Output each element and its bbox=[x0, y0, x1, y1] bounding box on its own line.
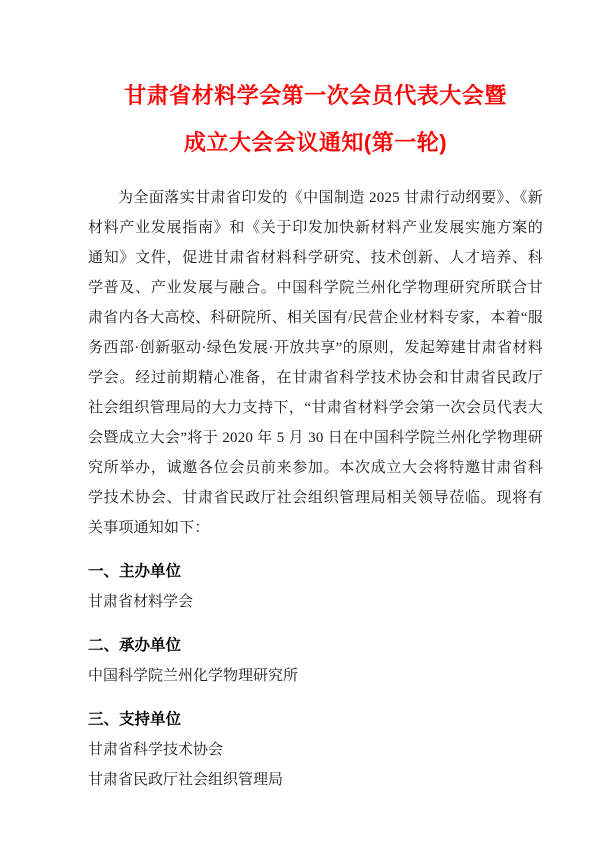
intro-paragraph: 为全面落实甘肃省印发的《中国制造 2025 甘肃行动纲要》、《新材料产业发展指南》和《关于印发加快新材料产业发展实施方案的通知》文件，促进甘肃省材料科学研究、技术创新、人才培养、科学普及、产业发展与融合。中国科学院兰州化学物理研究所联合甘肃省内各大高校、科研院所、相关国有/民营企业材料专家，本着“服务西部·创新驱动·绿色发展·开放共享”的原则，发起筹建甘肃省材料学会。经过前期精心准备，在甘肃省科学技术协会和甘肃省民政厅社会组织管理局的大力支持下，“甘肃省材料学会第一次会员代表大会暨成立大会”将于 2020 年 5 月 30 日在中国科学院兰州化学物理研究所举办，诚邀各位会员前来参加。本次成立大会将特邀甘肃省科学技术协会、甘肃省民政厅社会组织管理局相关领导莅临。现将有关事项通知如下： bbox=[88, 190, 543, 536]
section-heading-organizer-unit: 二、承办单位 bbox=[88, 637, 182, 654]
organizer-unit-name: 中国科学院兰州化学物理研究所 bbox=[88, 668, 299, 684]
section-heading-supporting-unit: 三、支持单位 bbox=[88, 711, 182, 728]
section-heading-host-unit: 一、主办单位 bbox=[88, 563, 182, 580]
host-unit-name: 甘肃省材料学会 bbox=[88, 594, 194, 610]
document-title-line1: 甘肃省材料学会第一次会员代表大会暨 bbox=[124, 83, 507, 108]
supporting-unit-name-1: 甘肃省科学技术协会 bbox=[88, 742, 224, 758]
document-title bbox=[88, 72, 543, 166]
document-title-line2: 成立大会会议通知(第一轮) bbox=[183, 130, 448, 155]
supporting-unit-name-2: 甘肃省民政厅社会组织管理局 bbox=[88, 772, 284, 788]
